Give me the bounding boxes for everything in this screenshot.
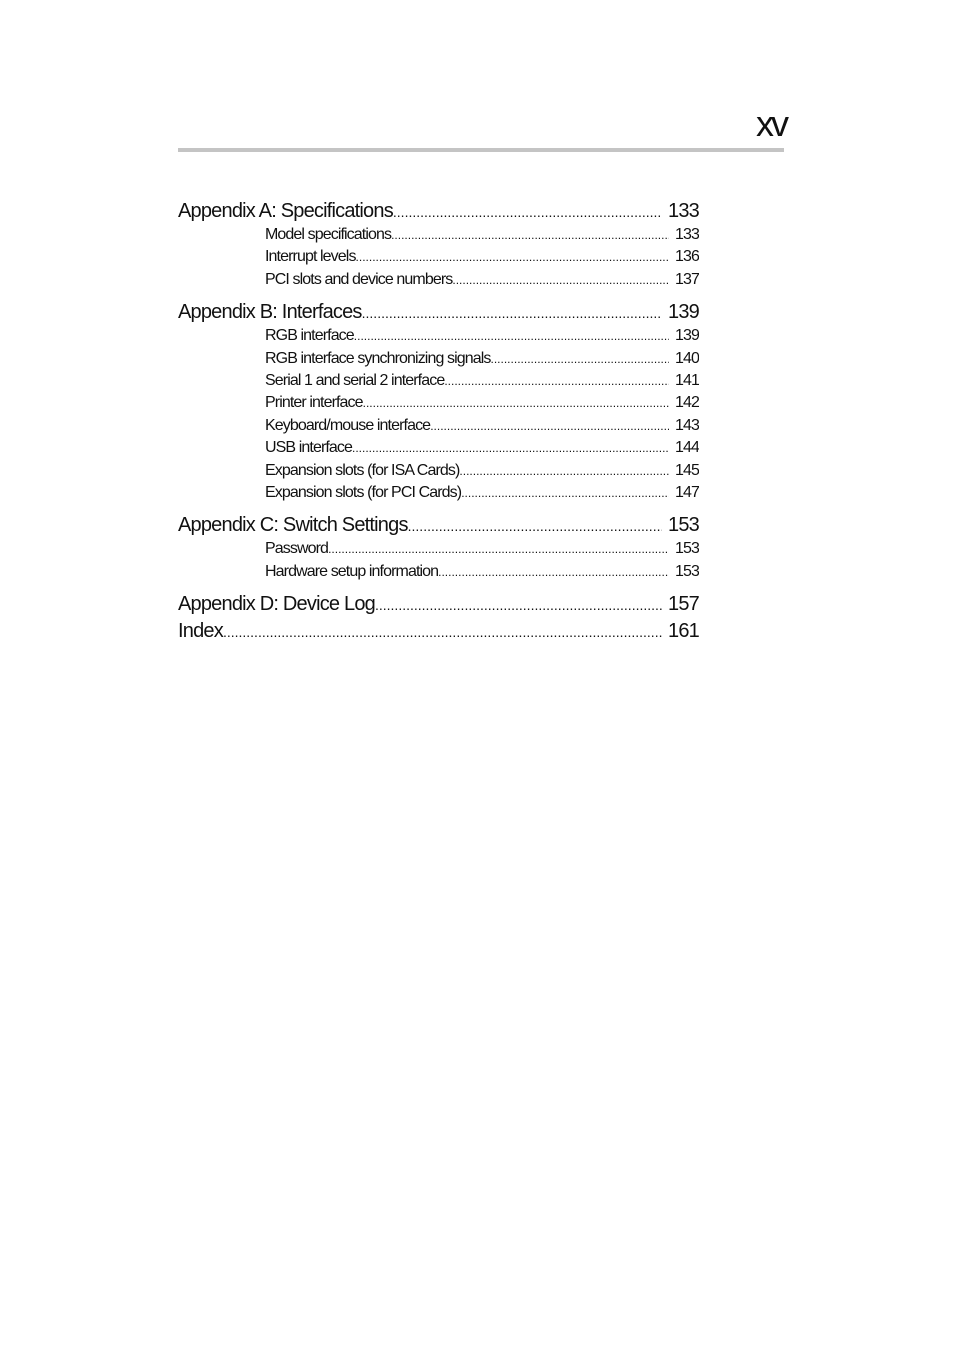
toc-subentry[interactable] [178, 482, 699, 504]
toc-subentry-title: Model specifications [265, 226, 392, 243]
toc-entry-page: 133 [668, 200, 699, 222]
leader-dots [452, 269, 669, 291]
toc-entry-page: 153 [668, 514, 699, 537]
toc-subentry-title: Interrupt levels [265, 248, 356, 266]
leader-dots [459, 460, 669, 482]
leader-dots [328, 538, 669, 560]
toc-subentry[interactable] [178, 437, 699, 459]
toc-entry-title: Index [178, 620, 223, 643]
toc-entry-title: Appendix A: Specifications [178, 200, 393, 222]
leader-dots [393, 199, 662, 224]
toc-subentry[interactable] [178, 325, 699, 347]
leader-dots [356, 246, 669, 268]
toc-subentry-page: 136 [675, 248, 699, 266]
toc-entry[interactable] [178, 198, 699, 224]
toc-section-index [178, 618, 699, 644]
toc-section-appendix-d [178, 591, 699, 617]
leader-dots [461, 482, 669, 504]
toc-section-appendix-b [178, 299, 699, 504]
leader-dots [391, 224, 669, 246]
toc-subentry-title: RGB interface synchronizing signals [265, 349, 491, 367]
toc-subentry-page: 141 [675, 371, 699, 389]
toc-subentry-page: 143 [675, 416, 699, 434]
toc-section-appendix-c [178, 512, 699, 583]
toc-subentry-page: 140 [675, 349, 699, 367]
toc-subentry-page: 137 [675, 270, 699, 288]
toc-subentry-page: 133 [675, 226, 699, 243]
toc-subentry-page: 145 [675, 461, 699, 479]
toc-entry[interactable] [178, 512, 699, 538]
leader-dots [444, 370, 669, 392]
toc-subentry[interactable] [178, 561, 699, 583]
toc-subentry[interactable] [178, 415, 699, 437]
table-of-contents [178, 198, 699, 644]
toc-subentry-page: 147 [675, 483, 699, 501]
toc-subentry-page: 153 [675, 540, 699, 558]
toc-subentry-title: PCI slots and device numbers [265, 270, 453, 288]
toc-subentry-page: 142 [675, 394, 699, 412]
leader-dots [430, 415, 669, 437]
toc-subentry-page: 139 [675, 327, 699, 345]
toc-subentry-page: 144 [675, 439, 699, 457]
toc-subentry[interactable] [178, 392, 699, 414]
leader-dots [354, 325, 669, 347]
toc-subentry-title: Serial 1 and serial 2 interface [265, 371, 445, 389]
leader-dots [362, 300, 662, 325]
toc-entry-title: Appendix C: Switch Settings [178, 514, 408, 537]
toc-entry[interactable] [178, 591, 699, 617]
toc-entry[interactable] [178, 618, 699, 644]
toc-subentry-title: Printer interface [265, 394, 363, 412]
toc-subentry[interactable] [178, 348, 699, 370]
toc-entry[interactable] [178, 299, 699, 325]
toc-subentry-page: 153 [675, 562, 699, 580]
toc-entry-page: 157 [668, 593, 699, 616]
leader-dots [352, 437, 669, 459]
toc-subentry-title: Password [265, 540, 329, 558]
toc-subentry[interactable] [178, 460, 699, 482]
toc-subentry[interactable] [178, 224, 699, 246]
toc-subentry[interactable] [178, 370, 699, 392]
toc-subentry[interactable] [178, 538, 699, 560]
toc-subentry-title: Expansion slots (for ISA Cards) [265, 461, 460, 479]
leader-dots [438, 561, 669, 583]
toc-entry-page: 139 [668, 301, 699, 324]
page-number: xv [756, 103, 786, 144]
leader-dots [375, 592, 662, 617]
leader-dots [363, 392, 669, 414]
toc-subentry-title: Expansion slots (for PCI Cards) [265, 483, 462, 501]
toc-subentry[interactable] [178, 246, 699, 268]
toc-entry-title: Appendix B: Interfaces [178, 301, 362, 324]
toc-section-appendix-a [178, 198, 699, 291]
leader-dots [223, 619, 662, 644]
toc-subentry-title: USB interface [265, 439, 353, 457]
toc-entry-page: 161 [668, 620, 699, 643]
toc-entry-title: Appendix D: Device Log [178, 593, 375, 616]
toc-subentry-title: Hardware setup information [265, 562, 439, 580]
toc-subentry[interactable] [178, 269, 699, 291]
toc-subentry-title: RGB interface [265, 327, 354, 345]
header-rule [178, 148, 784, 152]
leader-dots [491, 348, 669, 370]
toc-subentry-title: Keyboard/mouse interface [265, 416, 431, 434]
leader-dots [408, 513, 662, 538]
